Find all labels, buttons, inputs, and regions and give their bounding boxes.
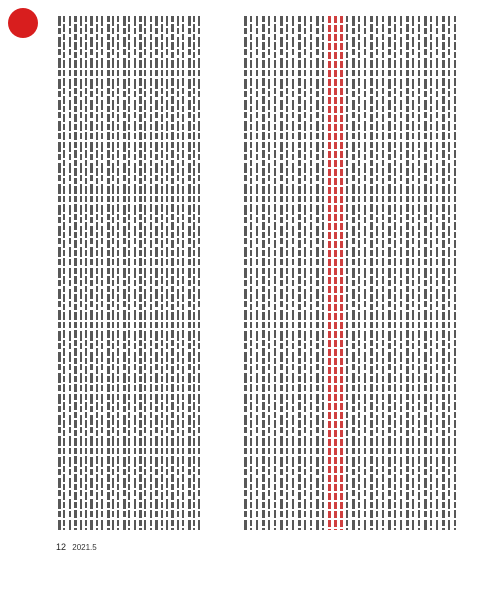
text-column [382,16,384,530]
text-column [298,16,301,530]
text-column [424,16,427,530]
text-column [412,16,414,530]
text-column [304,16,306,530]
text-column [262,16,265,530]
page-number: 12 [56,542,67,552]
text-column [63,16,65,530]
text-column [256,16,258,530]
text-column [352,16,355,530]
issue-date: 2021.5 [72,543,97,552]
text-column [394,16,396,530]
text-column [358,16,360,530]
text-column [370,16,373,530]
text-column [322,16,324,530]
text-column [334,16,337,530]
section-caption [14,44,32,102]
text-column [155,16,158,530]
section-badge [8,8,38,38]
text-column [388,16,391,530]
text-column [292,16,294,530]
text-column [436,16,438,530]
text-column [123,16,126,530]
text-column [177,16,179,530]
text-column [430,16,432,530]
text-column [182,16,184,530]
text-column [90,16,93,530]
text-column [80,16,82,530]
text-column [400,16,402,530]
text-column [418,16,420,530]
text-column [376,16,378,530]
text-column [268,16,270,530]
text-column [274,16,276,530]
text-column [198,16,200,530]
text-column [328,16,331,530]
text-column [188,16,191,530]
text-column [96,16,98,530]
text-column [171,16,174,530]
text-column [128,16,130,530]
left-text-block [58,16,206,530]
text-column [280,16,283,530]
text-column [69,16,71,530]
text-column [310,16,312,530]
text-column [101,16,103,530]
text-column [454,16,456,530]
text-column [244,16,247,530]
text-column [74,16,77,530]
text-column [286,16,288,530]
text-column [340,16,343,530]
text-column [112,16,114,530]
text-column [58,16,61,530]
text-column [193,16,195,530]
right-text-block [244,16,464,530]
text-column [364,16,366,530]
text-column [150,16,152,530]
text-column [346,16,348,530]
text-column [144,16,146,530]
text-column [85,16,87,530]
text-column [139,16,142,530]
text-column [107,16,110,530]
text-column [442,16,445,530]
text-column [161,16,163,530]
text-column [166,16,168,530]
page-footer [56,542,97,552]
text-column [117,16,119,530]
text-column [316,16,319,530]
text-column [448,16,450,530]
text-column [134,16,136,530]
text-column [250,16,252,530]
section-badge-glyph [13,14,33,32]
text-column [406,16,409,530]
